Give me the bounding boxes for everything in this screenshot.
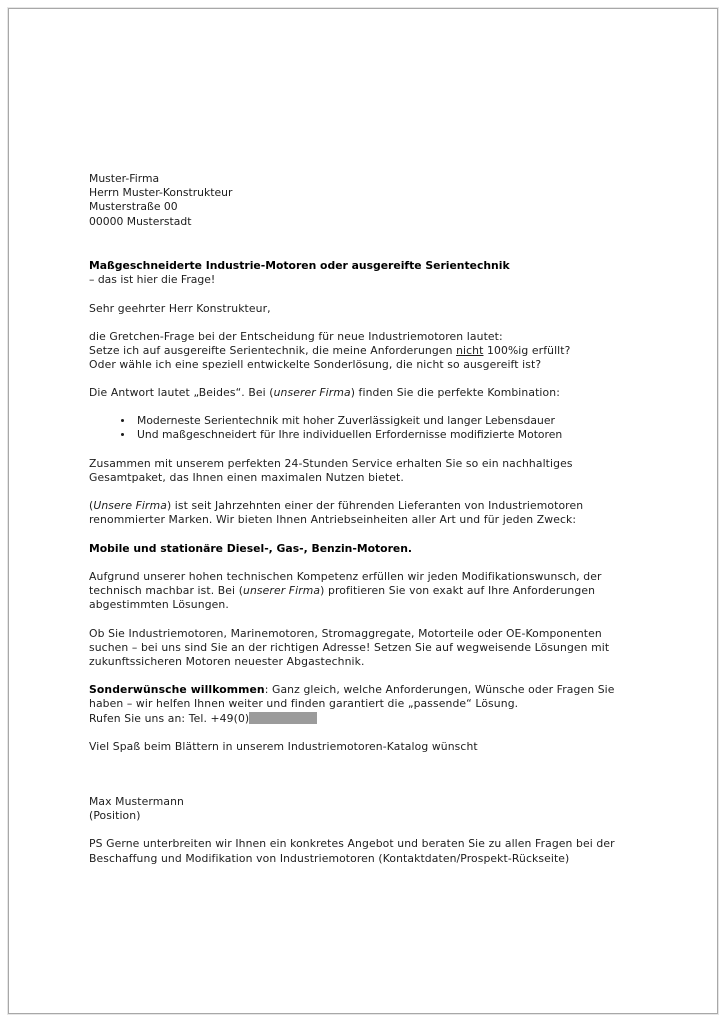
recipient-address-block (89, 172, 642, 229)
list-item-label: Moderneste Serientechnik mit hoher Zuverlässigkeit und langer Lebensdauer (137, 413, 555, 427)
competence-paragraph (89, 570, 642, 613)
letter-sub-headline: – das ist hier die Frage! (89, 273, 216, 287)
special-requests-paragraph (89, 683, 642, 726)
address-line: Herrn Muster-Konstrukteur (89, 186, 233, 200)
products-paragraph: Ob Sie Industriemotoren, Marinemotoren, Stromaggregate, Motorteile oder OE-Komponenten suchen – bei uns sind Sie an der richtigen Adresse! Setzen Sie auf wegweisende Lösungen mit zukunftssicheren Motoren neuester Abgastechnik. (89, 626, 610, 669)
spacer (89, 613, 642, 627)
intro-line-2-after: 100%ig erfüllt? (483, 344, 571, 358)
spacer (89, 229, 642, 259)
spacer (89, 443, 642, 457)
service-paragraph: Zusammen mit unserem perfekten 24-Stunden Service erhalten Sie so ein nachhaltiges Gesamtpaket, das Ihnen einen maximalen Nutzen bietet. (89, 456, 573, 485)
spacer (89, 485, 642, 499)
company-placeholder-italic: unserer Firma (243, 584, 321, 598)
product-line-heading: Mobile und stationäre Diesel-, Gas-, Benzin-Motoren. (89, 541, 413, 555)
competence-after: ) profitieren Sie von exakt auf Ihre Anforderungen abgestimmten Lösungen. (89, 584, 596, 612)
competence-before: Aufgrund unserer hohen technischen Kompetenz erfüllen wir jeden Modifikationswunsch, der technisch machbar ist. Bei ( (89, 570, 602, 598)
letter-content (89, 172, 642, 866)
redacted-phone-number (249, 712, 317, 724)
phone-label: Rufen Sie uns an: Tel. +49(0) (89, 711, 250, 725)
address-line: Musterstraße 00 (89, 200, 178, 214)
bullet-icon (121, 433, 124, 436)
signature-name: Max Mustermann (89, 795, 184, 809)
company-placeholder-italic: Unsere Firma (93, 499, 167, 513)
spacer (89, 288, 642, 302)
special-requests-text: : Ganz gleich, welche Anforderungen, Wünsche oder Fragen Sie haben – wir helfen Ihnen weiter und finden garantiert die „passende“ Lösung. (89, 683, 615, 711)
list-item (89, 414, 642, 429)
company-open-paren: ( (89, 499, 94, 513)
spacer (89, 754, 642, 795)
spacer (89, 726, 642, 740)
company-placeholder-italic: unserer Firma (273, 386, 351, 400)
answer-after: ) finden Sie die perfekte Kombination: (350, 386, 560, 400)
list-item (89, 428, 642, 443)
address-line: 00000 Musterstadt (89, 214, 192, 228)
letter-headline: Maßgeschneiderte Industrie-Motoren oder ausgereifte Serientechnik (89, 258, 510, 272)
spacer (89, 372, 642, 386)
address-line: Muster-Firma (89, 172, 160, 185)
benefits-list (89, 414, 642, 443)
closing-line: Viel Spaß beim Blättern in unserem Industriemotoren-Katalog wünscht (89, 739, 478, 753)
intro-line-2 (89, 344, 642, 358)
answer-before: Die Antwort lautet „Beides“. Bei ( (89, 386, 274, 400)
postscript: PS Gerne unterbreiten wir Ihnen ein konkretes Angebot und beraten Sie zu allen Fragen bei der Beschaffung und Modifikation von Industriemotoren (Kontaktdaten/Prospekt-Rückseite) (89, 837, 615, 865)
phone-line (89, 712, 642, 726)
special-requests-lead: Sonderwünsche willkommen (89, 683, 265, 697)
spacer (89, 401, 642, 414)
intro-line-3: Oder wähle ich eine speziell entwickelte Sonderlösung, die nicht so ausgereift ist? (89, 358, 542, 372)
signature-position: (Position) (89, 809, 141, 823)
spacer (89, 556, 642, 570)
spacer (89, 528, 642, 542)
spacer (89, 316, 642, 330)
intro-emphasis-nicht: nicht (456, 344, 484, 358)
bullet-icon (121, 419, 124, 422)
intro-line-2-before: Setze ich auf ausgereifte Serientechnik, die meine Anforderungen (89, 344, 457, 358)
signature-block (89, 795, 642, 823)
document-page (8, 8, 718, 1014)
intro-paragraph (89, 330, 642, 373)
company-paragraph-text: ) ist seit Jahrzehnten einer der führenden Lieferanten von Industriemotoren renommierter Marken. Wir bieten Ihnen Antriebseinheiten aller Art und für jeden Zweck: (89, 499, 584, 527)
company-paragraph (89, 499, 642, 527)
list-item-label: Und maßgeschneidert für Ihre individuellen Erfordernisse modifizierte Motoren (137, 428, 563, 442)
salutation: Sehr geehrter Herr Konstrukteur, (89, 301, 271, 315)
intro-line-1: die Gretchen-Frage bei der Entscheidung für neue Industriemotoren lautet: (89, 329, 503, 343)
spacer (89, 823, 642, 837)
spacer (89, 669, 642, 683)
answer-paragraph (89, 386, 642, 400)
